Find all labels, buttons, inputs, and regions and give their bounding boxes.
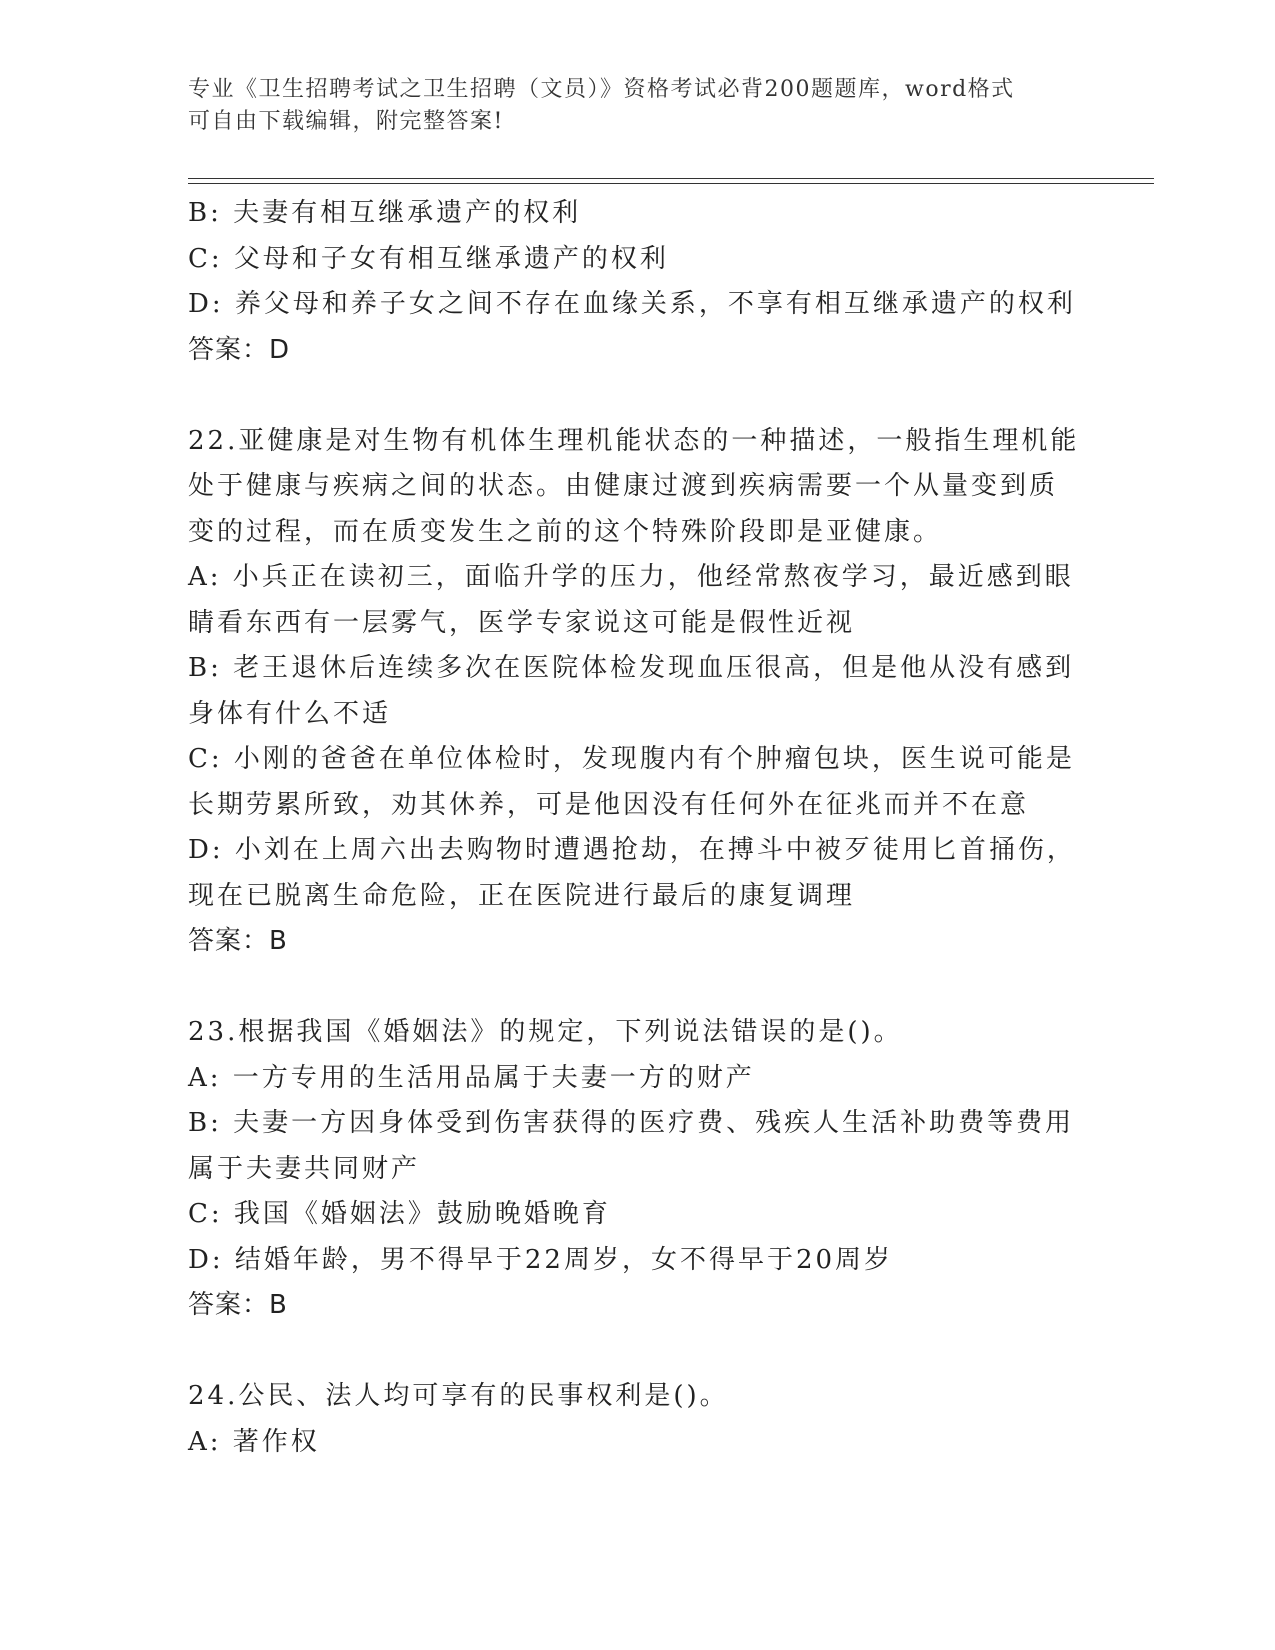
q22-stem-line-2: 处于健康与疾病之间的状态。由健康过渡到疾病需要一个从量变到质 <box>188 471 1059 501</box>
q23-stem: 23.根据我国《婚姻法》的规定，下列说法错误的是()。 <box>188 1017 903 1047</box>
q22-option-d-line-1: D: 小刘在上周六出去购物时遭遇抢劫，在搏斗中被歹徒用匕首捅伤， <box>188 835 1076 865</box>
q22-option-c-line-2: 长期劳累所致，劝其休养，可是他因没有任何外在征兆而并不在意 <box>188 789 1030 820</box>
header-title-line-1: 专业《卫生招聘考试之卫生招聘（文员）》资格考试必背200题题库，word格式 <box>188 77 1015 102</box>
q22-answer: 答案：B <box>188 926 288 956</box>
q21-option-d: D: 养父母和养子女之间不存在血缘关系，不享有相互继承遗产的权利 <box>188 289 1076 319</box>
header-divider-bottom <box>188 183 1154 184</box>
q22-stem-line-1: 22.亚健康是对生物有机体生理机能状态的一种描述，一般指生理机能 <box>188 425 1080 456</box>
q22-option-d-line-2: 现在已脱离生命危险，正在医院进行最后的康复调理 <box>188 880 856 911</box>
q23-answer: 答案：B <box>188 1290 288 1320</box>
q21-option-c: C: 父母和子女有相互继承遗产的权利 <box>188 243 669 274</box>
q24-option-a: A: 著作权 <box>188 1426 320 1457</box>
header-title-line-2: 可自由下载编辑，附完整答案! <box>188 109 504 134</box>
q23-option-c: C: 我国《婚姻法》鼓励晚婚晚育 <box>188 1199 611 1229</box>
q21-option-b: B: 夫妻有相互继承遗产的权利 <box>188 198 582 228</box>
spacer <box>188 965 1088 1011</box>
question-21-tail <box>188 191 1088 373</box>
q23-option-a: A: 一方专用的生活用品属于夫妻一方的财产 <box>188 1062 755 1093</box>
document-body <box>188 191 1088 1465</box>
page-header <box>188 74 1088 138</box>
q22-stem-line-3: 变的过程，而在质变发生之前的这个特殊阶段即是亚健康。 <box>188 516 943 547</box>
q22-option-b-line-2: 身体有什么不适 <box>188 698 392 729</box>
q21-answer: 答案：D <box>188 334 291 365</box>
question-22 <box>188 419 1088 965</box>
question-23 <box>188 1010 1088 1329</box>
spacer <box>188 373 1088 419</box>
q24-stem: 24.公民、法人均可享有的民事权利是()。 <box>188 1381 729 1411</box>
q23-option-d: D: 结婚年龄，男不得早于22周岁，女不得早于20周岁 <box>188 1244 894 1275</box>
q23-option-b-line-1: B: 夫妻一方因身体受到伤害获得的医疗费、残疾人生活补助费等费用 <box>188 1108 1075 1138</box>
spacer <box>188 1329 1088 1375</box>
question-24 <box>188 1374 1088 1465</box>
q22-option-a-line-1: A: 小兵正在读初三，面临升学的压力，他经常熬夜学习，最近感到眼 <box>188 562 1074 592</box>
header-divider-top <box>188 178 1154 179</box>
q22-option-a-line-2: 睛看东西有一层雾气，医学专家说这可能是假性近视 <box>188 607 856 638</box>
q22-option-b-line-1: B: 老王退休后连续多次在医院体检发现血压很高，但是他从没有感到 <box>188 653 1075 683</box>
q22-option-c-line-1: C: 小刚的爸爸在单位体检时，发现腹内有个肿瘤包块，医生说可能是 <box>188 744 1075 774</box>
q23-option-b-line-2: 属于夫妻共同财产 <box>188 1153 421 1184</box>
